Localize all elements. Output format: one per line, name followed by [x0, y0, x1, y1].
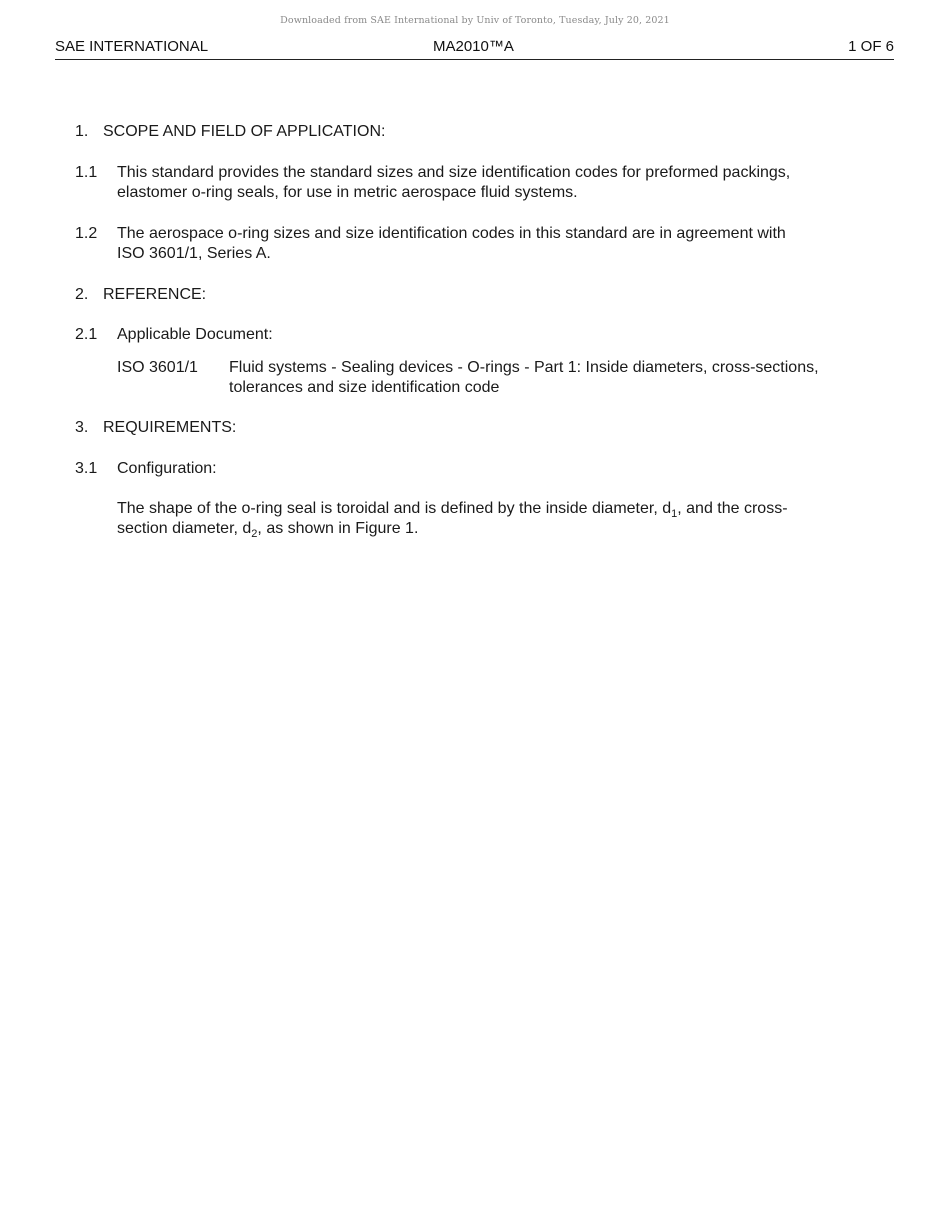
reference-document-title-line-1: Fluid systems - Sealing devices - O-rings - Part 1: Inside diameters, cross-sections, — [229, 359, 819, 376]
page-header — [55, 38, 894, 58]
section-1-1-line-2: elastomer o-ring seals, for use in metric aerospace fluid systems. — [117, 184, 578, 201]
configuration-text-part-1: The shape of the o-ring seal is toroidal and is defined by the inside diameter, d — [117, 500, 672, 517]
section-1-2-number: 1.2 — [75, 225, 98, 242]
section-1-1-number: 1.1 — [75, 164, 98, 181]
configuration-paragraph-line-2 — [117, 519, 418, 539]
section-2-1-title: Applicable Document: — [117, 326, 273, 343]
header-divider — [55, 59, 894, 60]
section-2-title: REFERENCE: — [103, 286, 207, 303]
download-watermark: Downloaded from SAE International by Univ of Toronto, Tuesday, July 20, 2021 — [280, 15, 670, 26]
configuration-text-part-3: section diameter, d — [117, 520, 252, 537]
section-1-2-line-1: The aerospace o-ring sizes and size identification codes in this standard are in agreement with — [117, 225, 786, 242]
section-1-2-line-2: ISO 3601/1, Series A. — [117, 245, 271, 262]
inside-diameter-subscript: 1 — [671, 508, 678, 520]
section-1-1-line-1: This standard provides the standard sizes and size identification codes for preformed packings, — [117, 164, 791, 181]
section-3-title: REQUIREMENTS: — [103, 419, 237, 436]
header-document-id: MA2010™A — [433, 38, 514, 55]
section-3-1-number: 3.1 — [75, 460, 98, 477]
configuration-paragraph-line-1 — [117, 499, 788, 519]
header-organization: SAE INTERNATIONAL — [55, 38, 209, 55]
cross-section-diameter-subscript: 2 — [251, 528, 258, 540]
configuration-text-part-4: , as shown in Figure 1. — [257, 520, 419, 537]
header-page-number: 1 OF 6 — [848, 38, 894, 55]
reference-document-id: ISO 3601/1 — [117, 359, 198, 376]
section-1-number: 1. — [75, 123, 89, 140]
section-3-number: 3. — [75, 419, 89, 436]
section-2-1-number: 2.1 — [75, 326, 98, 343]
reference-document-title-line-2: tolerances and size identification code — [229, 379, 500, 396]
section-3-1-title: Configuration: — [117, 460, 217, 477]
section-1-title: SCOPE AND FIELD OF APPLICATION: — [103, 123, 386, 140]
configuration-text-part-2: , and the cross- — [677, 500, 788, 517]
section-2-number: 2. — [75, 286, 89, 303]
